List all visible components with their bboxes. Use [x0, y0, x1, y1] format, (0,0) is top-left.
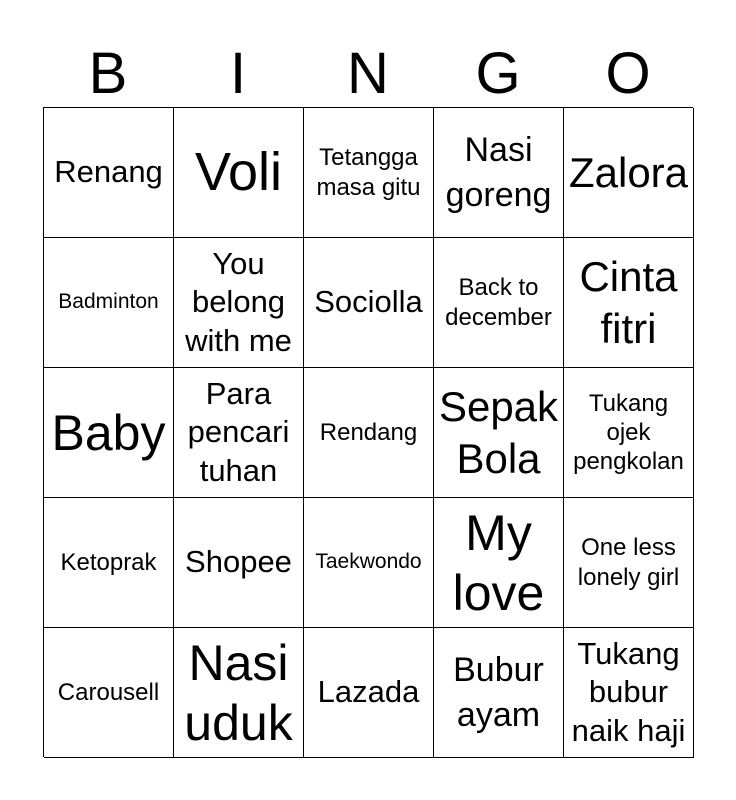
bingo-cell[interactable]: Baby [44, 368, 174, 498]
bingo-cell[interactable]: Shopee [174, 498, 304, 628]
bingo-cell[interactable]: Taekwondo [304, 498, 434, 628]
header-letter-i: I [229, 41, 247, 106]
bingo-cell[interactable]: Renang [44, 108, 174, 238]
bingo-cell[interactable]: My love [434, 498, 564, 628]
bingo-board [43, 107, 693, 757]
header-letter-o: O [605, 41, 651, 106]
bingo-cell[interactable]: Nasi goreng [434, 108, 564, 238]
bingo-cell[interactable]: Zalora [564, 108, 694, 238]
bingo-cell[interactable]: Ketoprak [44, 498, 174, 628]
bingo-cell[interactable]: Para pencari tuhan [174, 368, 304, 498]
bingo-cell[interactable]: Sociolla [304, 238, 434, 368]
bingo-cell[interactable]: Carousell [44, 628, 174, 758]
bingo-cell[interactable]: Rendang [304, 368, 434, 498]
bingo-cell[interactable]: Nasi uduk [174, 628, 304, 758]
header-letter-g: G [475, 41, 521, 106]
bingo-cell[interactable]: Tukang ojek pengkolan [564, 368, 694, 498]
bingo-cell[interactable]: Tukang bubur naik haji [564, 628, 694, 758]
bingo-cell[interactable]: Cinta fitri [564, 238, 694, 368]
bingo-cell[interactable]: Lazada [304, 628, 434, 758]
bingo-cell[interactable]: Voli [174, 108, 304, 238]
bingo-cell[interactable]: Bubur ayam [434, 628, 564, 758]
header-letter-n: N [347, 41, 389, 106]
bingo-cell[interactable]: Badminton [44, 238, 174, 368]
bingo-cell[interactable]: You belong with me [174, 238, 304, 368]
bingo-cell[interactable]: One less lonely girl [564, 498, 694, 628]
bingo-cell[interactable]: Back to december [434, 238, 564, 368]
bingo-cell[interactable]: Sepak Bola [434, 368, 564, 498]
header-letter-b: B [88, 41, 128, 106]
bingo-cell[interactable]: Tetangga masa gitu [304, 108, 434, 238]
bingo-header [43, 40, 693, 108]
